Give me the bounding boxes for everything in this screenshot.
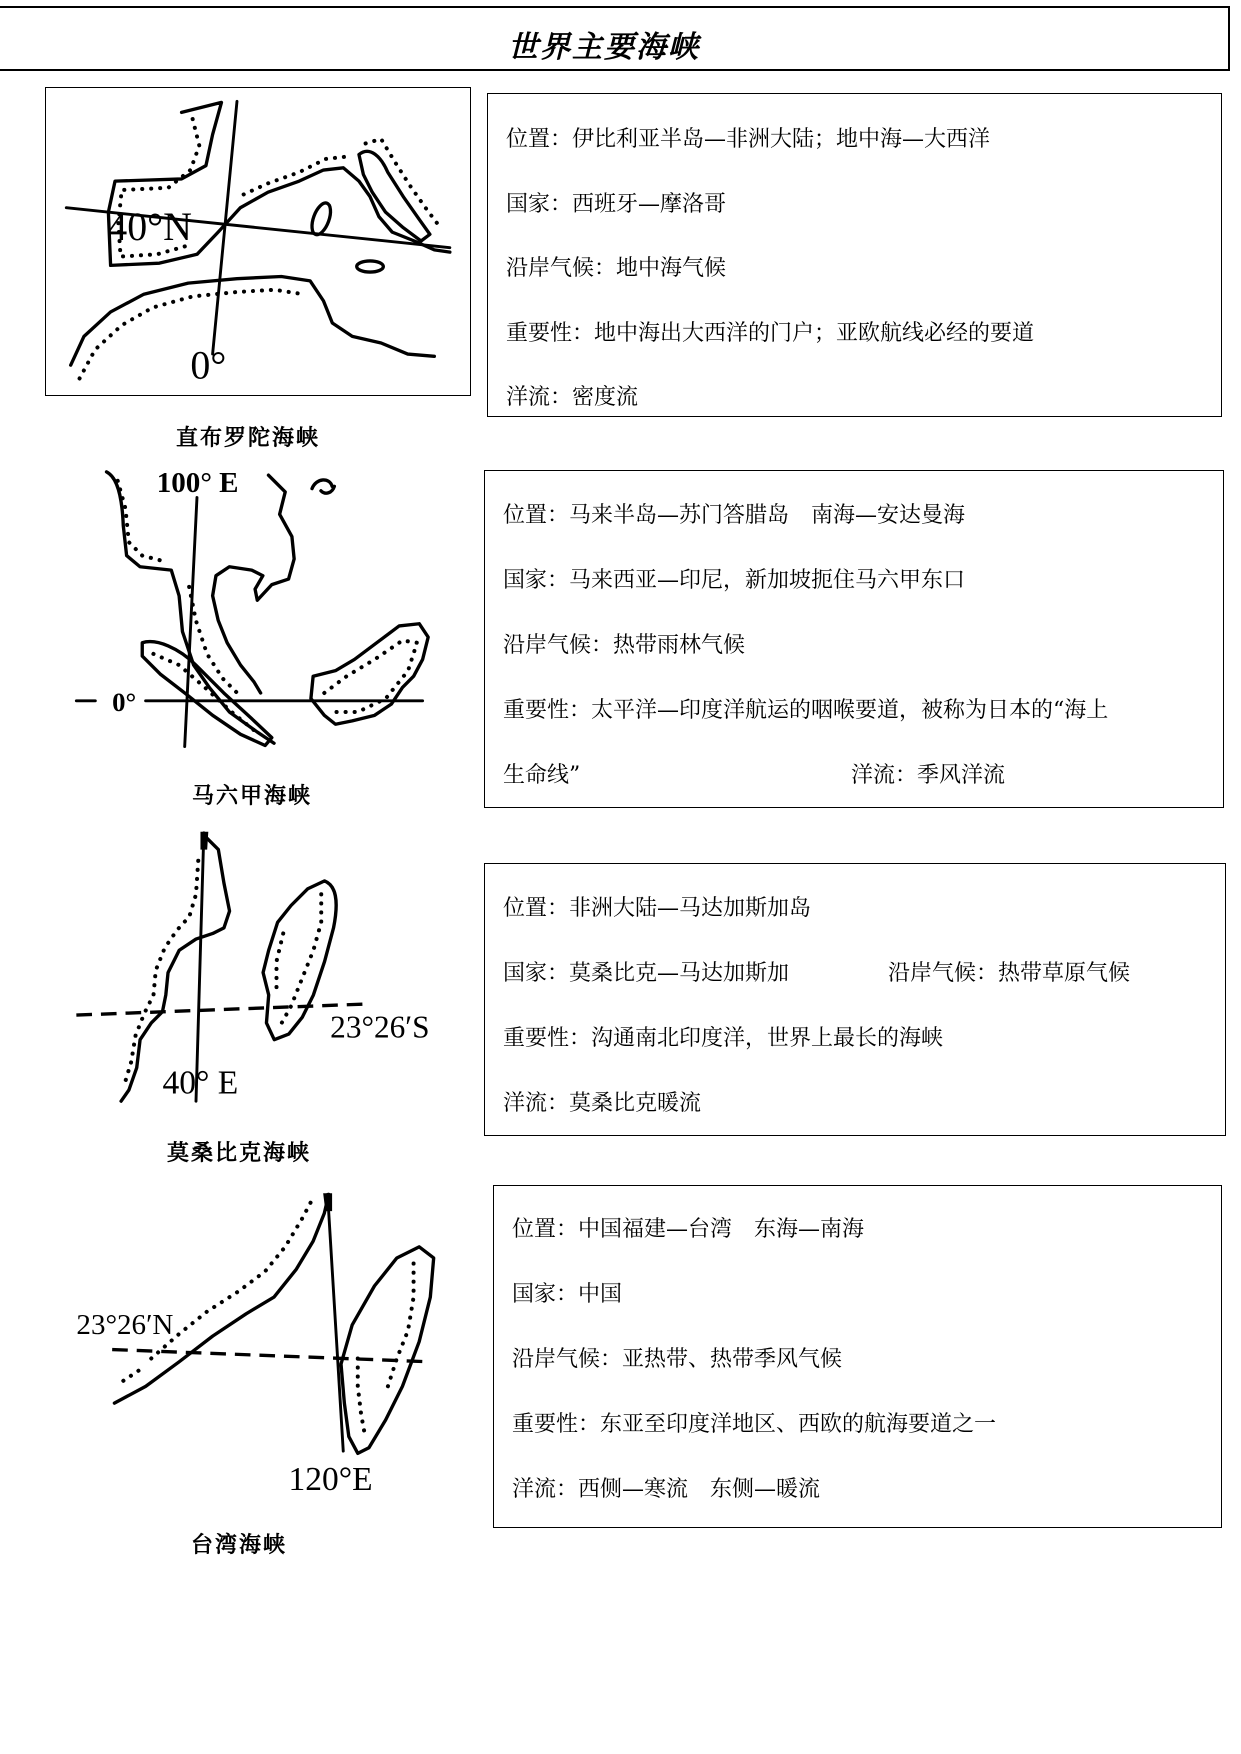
- countries-line: 国家：西班牙—摩洛哥: [506, 191, 727, 217]
- title-banner: [0, 6, 1230, 71]
- island: [357, 261, 384, 272]
- importance-continuation: 生命线”: [503, 763, 581, 788]
- importance-line: 重要性：地中海出大西洋的门户；亚欧航线必经的要道: [506, 320, 1035, 346]
- gibraltar-map: [46, 88, 469, 394]
- meridian-line: [213, 101, 237, 354]
- current-line: 洋流：莫桑比克暖流: [503, 1091, 702, 1116]
- location-line: 位置：中国福建—台湾 东海—南海: [512, 1217, 865, 1242]
- madagascar-dots: [277, 933, 284, 995]
- importance-line: 重要性：太平洋—印度洋航运的咽喉要道，被称为日本的“海上: [503, 698, 1109, 723]
- current-line: 洋流：西侧—寒流 东侧—暖流: [512, 1477, 821, 1502]
- climate-text: 沿岸气候：热带草原气候: [888, 961, 1131, 986]
- strait-line: [328, 1194, 344, 1451]
- mainland-land-dots: [123, 1370, 140, 1381]
- taiwan-outline: [341, 1247, 434, 1454]
- island: [308, 201, 334, 238]
- countries-text: 国家：莫桑比克—马达加斯加: [503, 961, 790, 986]
- taiwan-map: [73, 1191, 436, 1498]
- meridian-line: [196, 833, 204, 1101]
- current-line: 洋流：密度流: [506, 385, 639, 410]
- countries-climate-line: [503, 959, 1225, 989]
- africa-land-dots: [124, 861, 198, 1085]
- tropic-line: [112, 1350, 430, 1362]
- location-line: 位置：非洲大陆—马达加斯加岛: [503, 896, 812, 921]
- mozambique-map: [73, 827, 442, 1107]
- longitude-label: 100° E: [156, 466, 239, 499]
- borneo-outline: [311, 624, 428, 725]
- importance-line: 重要性：沟通南北印度洋，世界上最长的海峡: [503, 1026, 944, 1051]
- strait-info-box: [484, 470, 1224, 808]
- madagascar-outline: [263, 881, 336, 1040]
- climate-line: 沿岸气候：热带雨林气候: [503, 633, 746, 658]
- climate-line: 沿岸气候：地中海气候: [506, 256, 727, 281]
- latitude-label: 40°N: [107, 203, 192, 249]
- malay-peninsula-east-coastline: [213, 475, 295, 693]
- tropic-line: [76, 1004, 369, 1015]
- longitude-label: 0°: [190, 342, 227, 388]
- latitude-label: 23°26′S: [330, 1009, 430, 1045]
- longitude-label: 120°E: [288, 1461, 373, 1499]
- location-line: 位置：马来半岛—苏门答腊岛 南海—安达曼海: [503, 503, 966, 528]
- island: [312, 480, 334, 493]
- strait-info-box: [487, 93, 1222, 417]
- malacca-map: [73, 464, 436, 760]
- africa-coastline: [121, 836, 229, 1101]
- countries-line: 国家：马来西亚—印尼，新加坡扼住马六甲东口: [503, 568, 966, 593]
- strait-info-box: [493, 1185, 1222, 1528]
- gibraltar-map-frame: [45, 87, 471, 396]
- importance-line: 重要性：东亚至印度洋地区、西欧的航海要道之一: [512, 1412, 997, 1437]
- latitude-label: 23°26′N: [76, 1308, 174, 1341]
- strait-info-box: [484, 863, 1226, 1136]
- longitude-label: 40° E: [162, 1064, 239, 1102]
- importance-current-line: [503, 761, 1223, 791]
- taiwan-dots: [358, 1358, 366, 1438]
- strait-caption: 莫桑比克海峡: [166, 1140, 312, 1166]
- strait-caption: 台湾海峡: [190, 1532, 288, 1558]
- page-title: 世界主要海峡: [508, 30, 700, 65]
- location-line: 位置：伊比利亚半岛—非洲大陆；地中海—大西洋: [506, 127, 991, 152]
- current-text: 洋流：季风洋流: [851, 763, 1006, 788]
- strait-caption: 马六甲海峡: [191, 783, 313, 809]
- countries-line: 国家：中国: [512, 1282, 623, 1307]
- climate-line: 沿岸气候：亚热带、热带季风气候: [512, 1347, 843, 1372]
- latitude-label: 0°: [112, 686, 137, 717]
- europe-land-dots: [244, 157, 346, 195]
- strait-caption: 直布罗陀海峡: [175, 425, 321, 451]
